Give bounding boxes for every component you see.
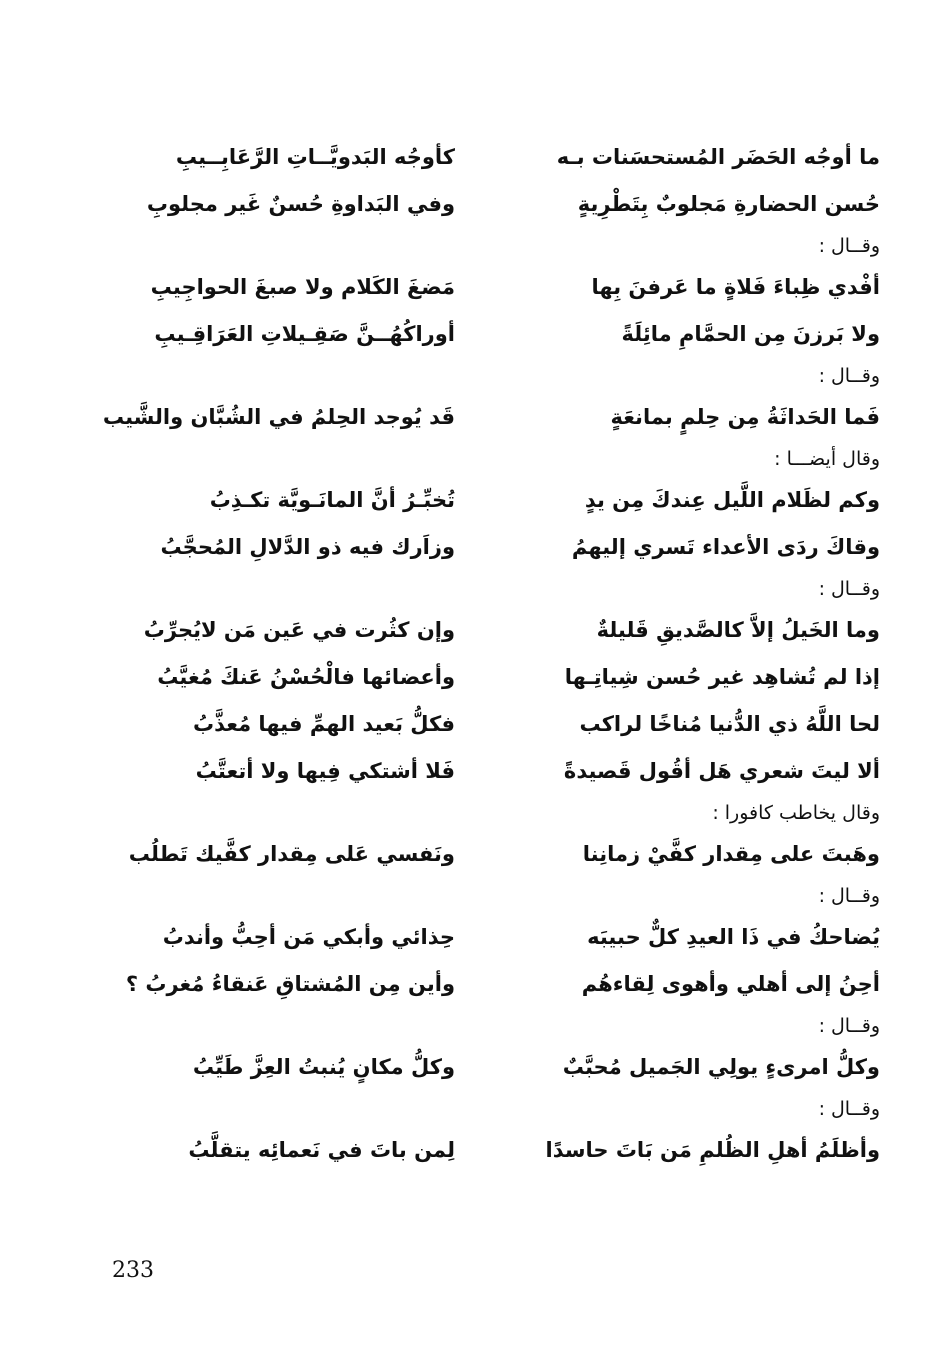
intro-text: وقال أيضـــا : <box>774 448 880 470</box>
verse-second-hemistich: لِمن باتَ في نَعمائِه يتقلَّبُ <box>188 1138 455 1162</box>
verse-second-hemistich: وفي البَداوةِ حُسنٌ غَير مجلوبِ <box>146 192 455 216</box>
verse-first-hemistich: وهَبتَ على مِقدار كفَّيْ زمانِنا <box>582 842 880 866</box>
intro-text: وقــال : <box>818 1098 880 1120</box>
verse-line <box>90 748 880 795</box>
intro-text: وقــال : <box>818 235 880 257</box>
intro-text: وقــال : <box>818 578 880 600</box>
verse-second-hemistich: مَضغَ الكَلام ولا صبغَ الحواجِيبِ <box>150 275 455 299</box>
intro-text: وقــال : <box>818 365 880 387</box>
speaker-intro <box>90 358 880 394</box>
verse-second-hemistich: وأين مِن المُشتاقِ عَنقاءُ مُغربُ ؟ <box>125 972 455 996</box>
verse-second-hemistich: كأوجُه البَدويَّــاتِ الرَّعَابِــيبِ <box>175 145 455 169</box>
verse-line <box>90 477 880 524</box>
verse-second-hemistich: تُخبِّـرُ أنَّ المانَـويَّة تكـذِبُ <box>209 488 455 512</box>
verse-second-hemistich: وزاَرك فيه ذو الدَّلالِ المُحجَّبُ <box>160 535 455 559</box>
speaker-intro <box>90 441 880 477</box>
intro-text: وقــال : <box>818 1015 880 1037</box>
verse-line <box>90 524 880 571</box>
verse-first-hemistich: ولا بَرزنَ مِن الحمَّامِ مائِلَةً <box>621 322 880 346</box>
verse-line <box>90 311 880 358</box>
verse-second-hemistich: قَد يُوجد الحِلمُ في الشُبَّان والشَّيب <box>102 405 455 429</box>
verse-second-hemistich: وإن كثُرت في عَين مَن لايُجرِّبُ <box>143 618 455 642</box>
verse-first-hemistich: وأظلَمُ أهلِ الظُلمِ مَن بَاتَ حاسدًا <box>545 1138 880 1162</box>
verse-first-hemistich: لحا اللَّهُ ذي الدُّنيا مُناخًا لراكب <box>579 712 880 736</box>
verse-first-hemistich: وكلُّ امرىءٍ يولِي الجَميل مُحبَّبٌ <box>562 1055 880 1079</box>
verse-first-hemistich: حُسن الحضارةِ مَجلوبٌ بِتَطْرِيةٍ <box>577 192 880 216</box>
verse-first-hemistich: إذا لم تُشاهِد غير حُسن شِياتِـها <box>564 665 880 689</box>
verse-second-hemistich: ونَفسي عَلى مِقدار كفَّيك تَطلُب <box>128 842 455 866</box>
poem-content <box>90 134 880 1174</box>
verse-second-hemistich: وكلُّ مكانٍ يُنبتُ العِزَّ طَيِّبُ <box>192 1055 455 1079</box>
verse-first-hemistich: ما أوجُه الحَضَر المُستحسَنات بـه <box>556 145 880 169</box>
verse-first-hemistich: يُضاحكُ في ذَا العيدِ كلٌّ حبيبَه <box>587 925 880 949</box>
verse-first-hemistich: وكم لظَلام اللَّيل عِندكَ مِن يدٍ <box>584 488 880 512</box>
verse-line <box>90 181 880 228</box>
verse-line <box>90 264 880 311</box>
verse-second-hemistich: وأعضائها فالْحُسْنُ عَنكَ مُغيَّبُ <box>157 665 455 689</box>
speaker-intro <box>90 228 880 264</box>
verse-line <box>90 1127 880 1174</box>
speaker-intro <box>90 795 880 831</box>
intro-text: وقــال : <box>818 885 880 907</box>
verse-line <box>90 134 880 181</box>
verse-line <box>90 654 880 701</box>
speaker-intro <box>90 878 880 914</box>
verse-second-hemistich: حِذائي وأبكي مَن أحِبُّ وأندبُ <box>162 925 455 949</box>
verse-line <box>90 914 880 961</box>
verse-first-hemistich: ألا ليتَ شعري هَل أقُول قَصيدةً <box>563 759 880 783</box>
speaker-intro <box>90 1091 880 1127</box>
verse-first-hemistich: وقاكَ ردَى الأعداء تَسري إليهمُ <box>571 535 880 559</box>
intro-text: وقال يخاطب كافورا : <box>712 802 880 824</box>
verse-first-hemistich: أفْدي ظِباءَ فَلاةٍ ما عَرفنَ بِها <box>591 275 880 299</box>
verse-line <box>90 701 880 748</box>
verse-line <box>90 1044 880 1091</box>
verse-line <box>90 831 880 878</box>
page-number: 233 <box>112 1258 154 1283</box>
verse-first-hemistich: فَما الحَداثَةُ مِن حِلمٍ بمانعَةٍ <box>610 405 880 429</box>
verse-first-hemistich: وما الخَيلُ إلاَّ كالصَّديقِ قَليلةٌ <box>596 618 880 642</box>
verse-second-hemistich: أوراكُهُــنَّ صَقِـيلاتِ العَرَاقِـيبِ <box>154 322 455 346</box>
verse-line <box>90 607 880 654</box>
verse-first-hemistich: أحِنُ إلى أهلي وأهوى لِقاءهُم <box>581 972 880 996</box>
verse-line <box>90 961 880 1008</box>
verse-line <box>90 394 880 441</box>
speaker-intro <box>90 1008 880 1044</box>
speaker-intro <box>90 571 880 607</box>
verse-second-hemistich: فكلُّ بَعيد الهمِّ فيها مُعذَّبُ <box>193 712 455 736</box>
verse-second-hemistich: فَلا أشتكي فِيها ولا أتعتَّبُ <box>195 759 455 783</box>
